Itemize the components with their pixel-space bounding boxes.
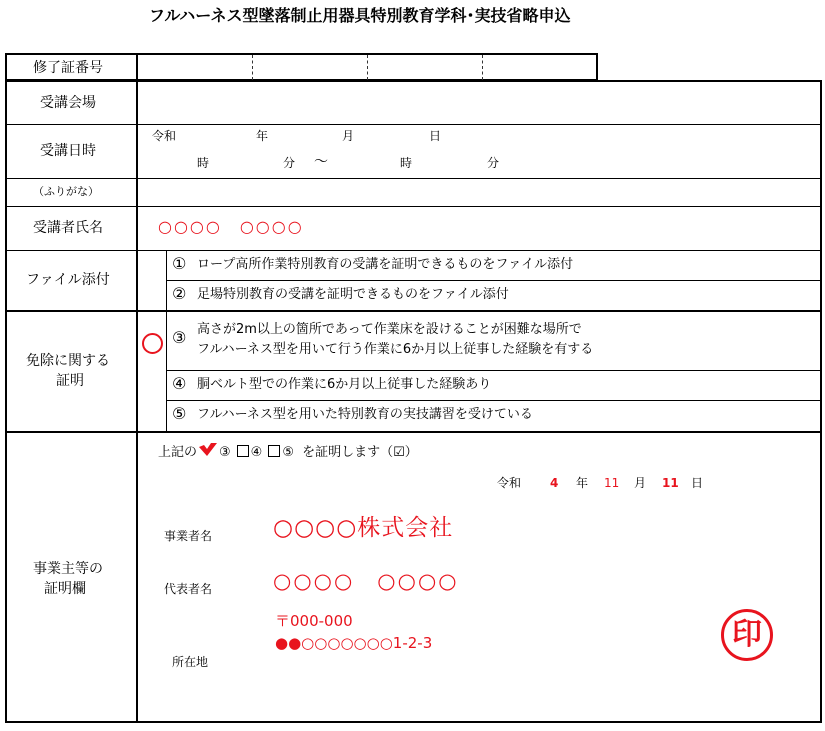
time-hour-unit: 時: [197, 156, 210, 170]
furigana-field[interactable]: [138, 179, 820, 206]
cert-number-label: 修了証番号: [33, 60, 103, 76]
option-3[interactable]: ③: [219, 445, 231, 460]
employer-label-line2: 証明欄: [44, 581, 86, 597]
address-value[interactable]: ●●○○○○○○○1-2-3: [275, 634, 433, 652]
exempt-item-4[interactable]: [170, 376, 810, 396]
seal-stamp: [721, 609, 773, 661]
file-item-1-text: ロープ高所作業特別教育の受講を証明できるものをファイル添付: [197, 257, 574, 272]
file-attach-label: ファイル添付: [26, 272, 110, 288]
business-name-value[interactable]: ○○○○株式会社: [273, 515, 454, 541]
exempt-item-3-line2: フルハーネス型を用いて行う作業に6か月以上従事した経験を有する: [197, 342, 594, 357]
cert-date-era: 令和: [497, 476, 522, 490]
cert-date-month[interactable]: 11: [604, 476, 620, 490]
option-5[interactable]: ⑤: [282, 445, 294, 460]
number-3-icon: ③: [172, 328, 187, 347]
cert-date-day-unit: 日: [691, 476, 704, 490]
certify-checkbox-icon[interactable]: ☑: [393, 445, 405, 460]
venue-field[interactable]: [138, 82, 820, 124]
certify-close: ）: [404, 445, 418, 460]
exemption-label-line2: 証明: [56, 373, 84, 389]
representative-value[interactable]: ○○○○ ○○○○: [273, 569, 459, 593]
trainee-name-value[interactable]: ○○○○ ○○○○: [158, 217, 304, 236]
furigana-label: （ふりがな）: [33, 185, 99, 198]
seal-text: 印: [732, 617, 762, 652]
file-item-1[interactable]: [170, 256, 810, 276]
cert-number-field[interactable]: [138, 55, 596, 79]
employer-label-line1: 事業主等の: [33, 561, 103, 577]
number-4-icon: ④: [172, 374, 187, 393]
certify-line: [158, 441, 558, 461]
time-minute-unit: 分: [283, 156, 296, 170]
cert-date-month-unit: 月: [634, 476, 647, 490]
business-name-label: 事業者名: [164, 529, 213, 543]
exemption-label-line1: 免除に関する: [26, 353, 110, 369]
postal-code[interactable]: 〒000-000: [275, 612, 353, 630]
certify-prefix: 上記の: [158, 445, 198, 460]
number-2-icon: ②: [172, 284, 187, 303]
venue-label: 受講会場: [40, 95, 96, 111]
date-year-unit: 年: [256, 129, 269, 143]
cert-date-year-unit: 年: [576, 476, 589, 490]
cert-date-year[interactable]: 4: [550, 476, 559, 490]
check-mark-icon[interactable]: [197, 444, 219, 458]
page-title: フルハーネス型墜落制止用器具特別教育学科･実技省略申込: [149, 6, 571, 25]
time-hour2-unit: 時: [400, 156, 413, 170]
file-item-2[interactable]: [170, 286, 810, 306]
checkbox-4[interactable]: [237, 445, 249, 457]
date-month-unit: 月: [342, 129, 355, 143]
date-era: 令和: [152, 129, 177, 143]
exempt-item-5[interactable]: [170, 406, 810, 426]
time-range-tilde: ～: [314, 154, 328, 170]
number-5-icon: ⑤: [172, 404, 187, 423]
exempt-item-3-line1: 高さが2m以上の箇所であって作業床を設けることが困難な場所で: [197, 322, 582, 337]
number-1-icon: ①: [172, 254, 187, 273]
certify-suffix: を証明します（: [302, 445, 394, 460]
cert-date-day[interactable]: 11: [662, 476, 679, 490]
date-day-unit: 日: [429, 129, 442, 143]
selected-mark-icon: [142, 333, 163, 354]
datetime-label: 受講日時: [40, 143, 96, 159]
address-label: 所在地: [172, 655, 209, 669]
file-item-2-text: 足場特別教育の受講を証明できるものをファイル添付: [197, 287, 509, 302]
trainee-name-label: 受講者氏名: [33, 220, 103, 236]
exempt-item-3[interactable]: [170, 320, 810, 362]
time-minute2-unit: 分: [487, 156, 500, 170]
exempt-item-4-text: 胴ベルト型での作業に6か月以上従事した経験あり: [197, 377, 492, 392]
exempt-item-5-text: フルハーネス型を用いた特別教育の実技講習を受けている: [197, 407, 533, 422]
representative-label: 代表者名: [164, 582, 213, 596]
checkbox-5[interactable]: [268, 445, 280, 457]
option-4[interactable]: ④: [250, 445, 263, 460]
